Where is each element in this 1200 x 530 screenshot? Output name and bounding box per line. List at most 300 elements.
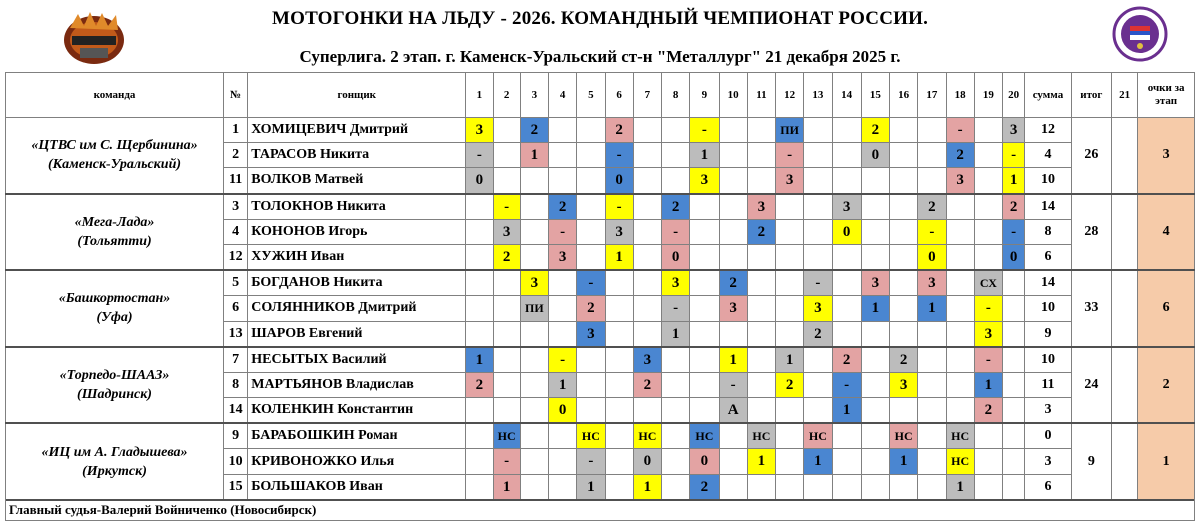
heat-cell bbox=[662, 347, 690, 373]
heat-result: 3 bbox=[720, 296, 747, 320]
heat-cell bbox=[520, 372, 548, 397]
results-table bbox=[5, 72, 1195, 501]
rider-name: ШАРОВ Евгений bbox=[248, 321, 466, 347]
heat-cell bbox=[890, 168, 918, 194]
team-city: (Шадринск) bbox=[77, 386, 152, 402]
heat-cell bbox=[890, 372, 918, 397]
heat-cell bbox=[549, 219, 577, 244]
heat-cell bbox=[747, 449, 775, 474]
rider-name: КОНОНОВ Игорь bbox=[248, 219, 466, 244]
col-heat: 15 bbox=[861, 73, 889, 118]
heat-cell bbox=[690, 423, 719, 449]
heat-cell bbox=[605, 423, 633, 449]
heat-cell bbox=[520, 194, 548, 220]
col-heat: 16 bbox=[890, 73, 918, 118]
col-heat: 6 bbox=[605, 73, 633, 118]
heat-cell bbox=[918, 321, 946, 347]
col-heat: 12 bbox=[776, 73, 804, 118]
heat-cell bbox=[662, 270, 690, 296]
heat-cell bbox=[466, 143, 493, 168]
heat-result: 1 bbox=[833, 398, 861, 422]
heat-cell bbox=[747, 194, 775, 220]
heat-cell bbox=[549, 168, 577, 194]
heat-result: СХ bbox=[975, 271, 1002, 295]
heat-result: - bbox=[577, 449, 604, 473]
team-city: (Каменск-Уральский) bbox=[48, 157, 182, 173]
heat-cell bbox=[466, 372, 493, 397]
heat-cell bbox=[633, 143, 661, 168]
heat-cell bbox=[690, 244, 719, 270]
heat-cell bbox=[946, 244, 974, 270]
heat-result: 2 bbox=[890, 348, 917, 372]
heat-result: 3 bbox=[606, 220, 633, 244]
rider-number: 7 bbox=[224, 347, 248, 373]
heat-cell bbox=[719, 143, 747, 168]
heat-result: 1 bbox=[521, 143, 548, 167]
heat-cell bbox=[1003, 372, 1025, 397]
heat-result: 1 bbox=[606, 245, 633, 269]
heat-cell bbox=[549, 296, 577, 321]
heat-result: НС bbox=[634, 424, 661, 448]
heat-cell bbox=[493, 168, 520, 194]
heat-cell bbox=[1003, 449, 1025, 474]
heat-cell bbox=[662, 118, 690, 143]
heat-cell bbox=[946, 347, 974, 373]
heat-result: ПИ bbox=[776, 118, 803, 142]
heat-cell bbox=[832, 398, 861, 424]
heat-21-cell bbox=[1112, 423, 1138, 500]
heat-result: 1 bbox=[975, 373, 1002, 397]
heat-cell bbox=[719, 219, 747, 244]
heat-cell bbox=[946, 270, 974, 296]
heat-cell bbox=[690, 449, 719, 474]
heat-result: 2 bbox=[1003, 195, 1024, 219]
rider-number: 14 bbox=[224, 398, 248, 424]
rider-number: 15 bbox=[224, 474, 248, 500]
rider-number: 2 bbox=[224, 143, 248, 168]
col-heat-21: 21 bbox=[1112, 73, 1138, 118]
heat-result: НС bbox=[690, 424, 718, 448]
heat-cell bbox=[974, 449, 1002, 474]
heat-cell bbox=[549, 321, 577, 347]
heat-cell bbox=[493, 398, 520, 424]
heat-result: 3 bbox=[549, 245, 576, 269]
heat-cell bbox=[466, 398, 493, 424]
heat-cell bbox=[861, 474, 889, 500]
chief-judge: Главный судья-Валерий Войниченко (Новосибирск) bbox=[5, 499, 1195, 521]
heat-cell bbox=[1003, 143, 1025, 168]
heat-cell bbox=[890, 474, 918, 500]
rider-name: СОЛЯННИКОВ Дмитрий bbox=[248, 296, 466, 321]
heat-result: - bbox=[466, 143, 492, 167]
heat-cell bbox=[577, 423, 605, 449]
heat-cell bbox=[690, 118, 719, 143]
col-team: команда bbox=[6, 73, 224, 118]
heat-result: 1 bbox=[720, 348, 747, 372]
heat-result: 3 bbox=[833, 195, 861, 219]
heat-cell bbox=[577, 168, 605, 194]
heat-result: А bbox=[720, 398, 747, 422]
heat-cell bbox=[520, 449, 548, 474]
heat-cell bbox=[605, 143, 633, 168]
heat-cell bbox=[776, 270, 804, 296]
heat-result: - bbox=[494, 195, 520, 219]
heat-cell bbox=[719, 321, 747, 347]
heat-result: - bbox=[975, 348, 1002, 372]
heat-21-cell bbox=[1112, 347, 1138, 424]
heat-cell bbox=[776, 474, 804, 500]
heat-cell bbox=[946, 118, 974, 143]
heat-cell bbox=[832, 321, 861, 347]
table-row bbox=[6, 194, 1195, 220]
heat-cell bbox=[890, 347, 918, 373]
rider-number: 9 bbox=[224, 423, 248, 449]
heat-result: 2 bbox=[833, 348, 861, 372]
heat-cell bbox=[832, 449, 861, 474]
heat-cell bbox=[890, 398, 918, 424]
heat-cell bbox=[605, 219, 633, 244]
rider-name: ХОМИЦЕВИЧ Дмитрий bbox=[248, 118, 466, 143]
heat-result: 0 bbox=[466, 168, 492, 192]
heat-result: НС bbox=[494, 424, 520, 448]
rider-sum: 10 bbox=[1025, 296, 1071, 321]
rider-name: КРИВОНОЖКО Илья bbox=[248, 449, 466, 474]
heat-result: - bbox=[662, 220, 689, 244]
heat-cell bbox=[832, 270, 861, 296]
team-city: (Тольятти) bbox=[77, 233, 152, 249]
heat-cell bbox=[549, 372, 577, 397]
heat-cell bbox=[493, 219, 520, 244]
heat-cell bbox=[690, 143, 719, 168]
heat-result: 0 bbox=[862, 143, 889, 167]
heat-cell bbox=[974, 219, 1002, 244]
heat-cell bbox=[890, 219, 918, 244]
heat-cell bbox=[974, 168, 1002, 194]
heat-result: НС bbox=[890, 424, 917, 448]
heat-result: - bbox=[833, 373, 861, 397]
heat-cell bbox=[974, 143, 1002, 168]
rider-name: МАРТЬЯНОВ Владислав bbox=[248, 372, 466, 397]
heat-cell bbox=[633, 398, 661, 424]
heat-cell bbox=[747, 372, 775, 397]
heat-cell bbox=[549, 118, 577, 143]
heat-cell bbox=[747, 474, 775, 500]
team-name: «ЦТВС им С. Щербинина» bbox=[31, 138, 198, 154]
rider-sum: 6 bbox=[1025, 474, 1071, 500]
heat-result: 3 bbox=[690, 168, 718, 192]
heat-cell bbox=[974, 474, 1002, 500]
heat-cell bbox=[946, 372, 974, 397]
heat-cell bbox=[493, 449, 520, 474]
col-num: № bbox=[224, 73, 248, 118]
col-sum: сумма bbox=[1025, 73, 1071, 118]
team-name: «Торпедо-ШААЗ» bbox=[59, 367, 170, 383]
heat-cell bbox=[719, 423, 747, 449]
heat-cell bbox=[1003, 321, 1025, 347]
team-name: «Башкортостан» bbox=[58, 291, 171, 307]
heat-cell bbox=[520, 296, 548, 321]
heat-cell bbox=[946, 194, 974, 220]
col-heat: 19 bbox=[974, 73, 1002, 118]
heat-cell bbox=[662, 372, 690, 397]
heat-result: 3 bbox=[521, 271, 548, 295]
rider-number: 10 bbox=[224, 449, 248, 474]
heat-cell bbox=[861, 143, 889, 168]
heat-cell bbox=[520, 168, 548, 194]
rider-number: 13 bbox=[224, 321, 248, 347]
rider-sum: 8 bbox=[1025, 219, 1071, 244]
heat-result: 2 bbox=[947, 143, 974, 167]
col-heat: 10 bbox=[719, 73, 747, 118]
heat-cell bbox=[974, 270, 1002, 296]
heat-cell bbox=[861, 168, 889, 194]
heat-cell bbox=[633, 347, 661, 373]
rider-number: 4 bbox=[224, 219, 248, 244]
heat-result: НС bbox=[804, 424, 831, 448]
heat-result: 2 bbox=[577, 296, 604, 320]
heat-cell bbox=[974, 194, 1002, 220]
heat-result: 1 bbox=[549, 373, 576, 397]
heat-cell bbox=[832, 423, 861, 449]
heat-result: 3 bbox=[804, 296, 831, 320]
heat-cell bbox=[804, 244, 832, 270]
stage-points: 4 bbox=[1138, 194, 1195, 271]
heat-cell bbox=[747, 347, 775, 373]
heat-result: НС bbox=[947, 449, 974, 473]
heat-cell bbox=[690, 270, 719, 296]
heat-cell bbox=[493, 244, 520, 270]
heat-cell bbox=[633, 372, 661, 397]
heat-cell bbox=[466, 219, 493, 244]
heat-cell bbox=[466, 168, 493, 194]
heat-cell bbox=[520, 143, 548, 168]
heat-cell bbox=[776, 168, 804, 194]
heat-cell bbox=[690, 474, 719, 500]
heat-cell bbox=[662, 423, 690, 449]
rider-name: ТОЛОКНОВ Никита bbox=[248, 194, 466, 220]
heat-result: 1 bbox=[918, 296, 945, 320]
heat-cell bbox=[493, 347, 520, 373]
rider-number: 3 bbox=[224, 194, 248, 220]
heat-cell bbox=[747, 244, 775, 270]
heat-cell bbox=[690, 347, 719, 373]
heat-cell bbox=[946, 449, 974, 474]
heat-result: 3 bbox=[918, 271, 945, 295]
heat-cell bbox=[690, 321, 719, 347]
heat-cell bbox=[633, 270, 661, 296]
heat-cell bbox=[1003, 398, 1025, 424]
heat-result: 0 bbox=[833, 220, 861, 244]
heat-cell bbox=[974, 398, 1002, 424]
heat-result: 3 bbox=[577, 322, 604, 346]
heat-cell bbox=[577, 347, 605, 373]
heat-result: 2 bbox=[776, 373, 803, 397]
heat-cell bbox=[633, 118, 661, 143]
heat-cell bbox=[861, 118, 889, 143]
heat-cell bbox=[466, 321, 493, 347]
heat-cell bbox=[804, 347, 832, 373]
heat-cell bbox=[776, 219, 804, 244]
heat-cell bbox=[577, 143, 605, 168]
team-cell bbox=[6, 347, 224, 424]
heat-cell bbox=[946, 296, 974, 321]
heat-cell bbox=[974, 321, 1002, 347]
heat-21-cell bbox=[1112, 118, 1138, 194]
heat-cell bbox=[918, 474, 946, 500]
heat-result: - bbox=[975, 296, 1002, 320]
heat-cell bbox=[662, 219, 690, 244]
team-name: «ИЦ им А. Гладышева» bbox=[41, 444, 188, 460]
rider-name: БАРАБОШКИН Роман bbox=[248, 423, 466, 449]
col-rider: гонщик bbox=[248, 73, 466, 118]
heat-cell bbox=[577, 474, 605, 500]
rider-sum: 10 bbox=[1025, 347, 1071, 373]
team-total: 33 bbox=[1071, 270, 1111, 347]
heat-cell bbox=[520, 270, 548, 296]
heat-cell bbox=[832, 296, 861, 321]
heat-result: 3 bbox=[776, 168, 803, 192]
heat-cell bbox=[1003, 270, 1025, 296]
heat-cell bbox=[776, 321, 804, 347]
heat-cell bbox=[804, 296, 832, 321]
heat-cell bbox=[776, 244, 804, 270]
heat-cell bbox=[1003, 219, 1025, 244]
heat-cell bbox=[520, 347, 548, 373]
heat-cell bbox=[466, 449, 493, 474]
heat-result: 2 bbox=[804, 322, 831, 346]
heat-cell bbox=[747, 398, 775, 424]
heat-cell bbox=[804, 143, 832, 168]
heat-cell bbox=[804, 219, 832, 244]
heat-cell bbox=[466, 118, 493, 143]
heat-cell bbox=[747, 321, 775, 347]
col-heat: 8 bbox=[662, 73, 690, 118]
heat-cell bbox=[719, 398, 747, 424]
heat-cell bbox=[662, 321, 690, 347]
heat-result: 2 bbox=[690, 475, 718, 499]
heat-result: 2 bbox=[862, 118, 889, 142]
heat-cell bbox=[577, 321, 605, 347]
heat-cell bbox=[662, 168, 690, 194]
col-heat: 1 bbox=[466, 73, 493, 118]
heat-cell bbox=[719, 372, 747, 397]
heat-cell bbox=[493, 194, 520, 220]
heat-cell bbox=[946, 474, 974, 500]
heat-cell bbox=[747, 118, 775, 143]
heat-cell bbox=[832, 244, 861, 270]
heat-result: 0 bbox=[662, 245, 689, 269]
col-heat: 7 bbox=[633, 73, 661, 118]
heat-cell bbox=[890, 143, 918, 168]
heat-result: 1 bbox=[494, 475, 520, 499]
heat-result: - bbox=[662, 296, 689, 320]
heat-cell bbox=[832, 347, 861, 373]
heat-result: - bbox=[776, 143, 803, 167]
col-heat: 4 bbox=[549, 73, 577, 118]
heat-result: 3 bbox=[1003, 118, 1024, 142]
heat-result: НС bbox=[748, 424, 775, 448]
heat-result: 3 bbox=[494, 220, 520, 244]
heat-cell bbox=[974, 372, 1002, 397]
heat-cell bbox=[719, 296, 747, 321]
heat-cell bbox=[605, 168, 633, 194]
heat-cell bbox=[804, 449, 832, 474]
heat-cell bbox=[861, 449, 889, 474]
team-name: «Мега-Лада» bbox=[74, 214, 155, 230]
rider-sum: 0 bbox=[1025, 423, 1071, 449]
rider-number: 12 bbox=[224, 244, 248, 270]
heat-result: 3 bbox=[947, 168, 974, 192]
heat-cell bbox=[466, 270, 493, 296]
heat-cell bbox=[1003, 423, 1025, 449]
col-total: итог bbox=[1071, 73, 1111, 118]
heat-cell bbox=[1003, 118, 1025, 143]
heat-cell bbox=[890, 244, 918, 270]
heat-cell bbox=[776, 194, 804, 220]
heat-cell bbox=[549, 270, 577, 296]
heat-cell bbox=[804, 118, 832, 143]
table-row bbox=[6, 270, 1195, 296]
heat-cell bbox=[690, 194, 719, 220]
heat-cell bbox=[861, 194, 889, 220]
heat-result: НС bbox=[577, 424, 604, 448]
rider-sum: 11 bbox=[1025, 372, 1071, 397]
stage-points: 6 bbox=[1138, 270, 1195, 347]
col-heat: 2 bbox=[493, 73, 520, 118]
heat-result: - bbox=[577, 271, 604, 295]
heat-cell bbox=[605, 321, 633, 347]
heat-result: 1 bbox=[862, 296, 889, 320]
stage-points: 3 bbox=[1138, 118, 1195, 194]
team-total: 24 bbox=[1071, 347, 1111, 424]
heat-cell bbox=[974, 347, 1002, 373]
heat-cell bbox=[577, 244, 605, 270]
heat-cell bbox=[861, 347, 889, 373]
col-heat: 18 bbox=[946, 73, 974, 118]
rider-sum: 6 bbox=[1025, 244, 1071, 270]
heat-cell bbox=[633, 194, 661, 220]
heat-cell bbox=[549, 423, 577, 449]
heat-cell bbox=[520, 219, 548, 244]
heat-cell bbox=[466, 244, 493, 270]
heat-result: 3 bbox=[890, 373, 917, 397]
heat-cell bbox=[466, 194, 493, 220]
rider-sum: 9 bbox=[1025, 321, 1071, 347]
heat-cell bbox=[493, 372, 520, 397]
heat-cell bbox=[466, 296, 493, 321]
heat-cell bbox=[776, 143, 804, 168]
heat-cell bbox=[861, 270, 889, 296]
heat-cell bbox=[832, 372, 861, 397]
heat-cell bbox=[1003, 474, 1025, 500]
stage-points: 2 bbox=[1138, 347, 1195, 424]
heat-cell bbox=[605, 398, 633, 424]
heat-result: - bbox=[606, 143, 633, 167]
rider-sum: 3 bbox=[1025, 449, 1071, 474]
rider-name: ХУЖИН Иван bbox=[248, 244, 466, 270]
heat-cell bbox=[832, 143, 861, 168]
heat-result: 0 bbox=[634, 449, 661, 473]
heat-cell bbox=[549, 474, 577, 500]
heat-cell bbox=[549, 398, 577, 424]
heat-cell bbox=[466, 347, 493, 373]
heat-result: 3 bbox=[862, 271, 889, 295]
rider-name: НЕСЫТЫХ Василий bbox=[248, 347, 466, 373]
heat-cell bbox=[1003, 244, 1025, 270]
results-body bbox=[6, 118, 1195, 500]
heat-cell bbox=[776, 423, 804, 449]
heat-cell bbox=[719, 194, 747, 220]
